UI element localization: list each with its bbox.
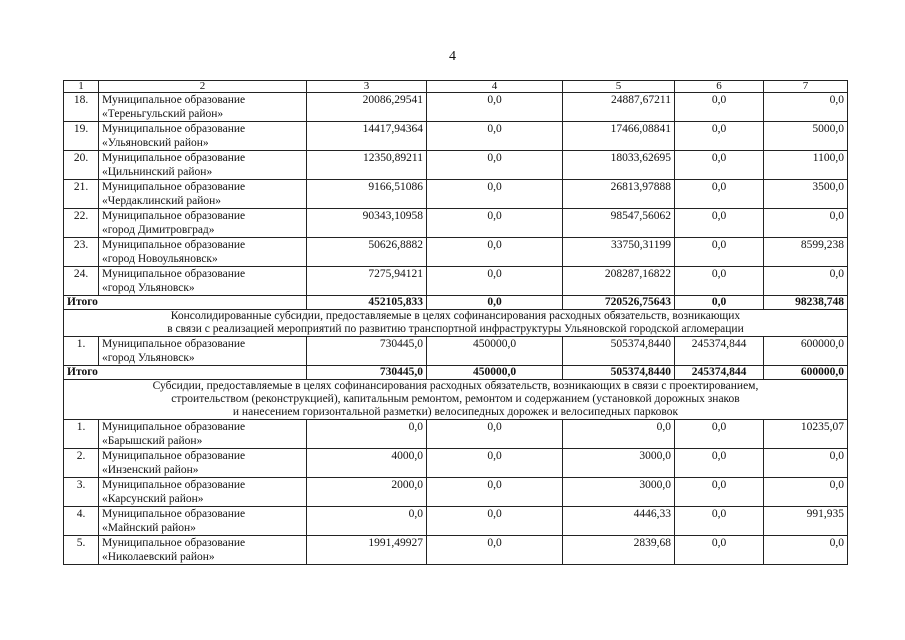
value-col-7: 991,935 [764,507,848,536]
municipality-name [99,238,307,267]
table-row [64,122,848,151]
value-col-7: 1100,0 [764,151,848,180]
value-col-6: 0,0 [675,151,764,180]
municipality-name [99,449,307,478]
table-row [64,507,848,536]
table-row [64,209,848,238]
column-header: 2 [99,81,307,93]
value-col-6: 0,0 [675,267,764,296]
table-row [64,337,848,366]
municipality-title: «Карсунский район» [102,493,204,505]
row-number: 19. [64,122,99,151]
value-col-7: 3500,0 [764,180,848,209]
value-col-5: 2839,68 [563,536,675,565]
municipality-type: Муниципальное образование [102,123,246,135]
column-header: 1 [64,81,99,93]
table-row [64,267,848,296]
municipality-type: Муниципальное образование [102,239,246,251]
municipality-type: Муниципальное образование [102,210,246,222]
total-col-7: 98238,748 [764,296,848,310]
row-number: 18. [64,93,99,122]
value-col-7: 10235,07 [764,420,848,449]
table-row [64,238,848,267]
value-col-4: 0,0 [427,238,563,267]
value-col-3: 14417,94364 [307,122,427,151]
value-col-7: 0,0 [764,209,848,238]
section-heading-line: в связи с реализацией мероприятий по развитию транспортной инфраструктуры Ульяновской городской агломерации [167,323,744,335]
value-col-5: 26813,97888 [563,180,675,209]
value-col-5: 17466,08841 [563,122,675,151]
value-col-3: 4000,0 [307,449,427,478]
municipality-name [99,180,307,209]
value-col-7: 5000,0 [764,122,848,151]
table-row [64,151,848,180]
total-row [64,296,848,310]
municipality-name [99,209,307,238]
value-col-4: 0,0 [427,151,563,180]
total-col-3: 730445,0 [307,366,427,380]
section-heading [64,310,848,337]
total-row [64,366,848,380]
subsidy-table [63,80,848,565]
value-col-7: 0,0 [764,478,848,507]
row-number: 1. [64,337,99,366]
value-col-6: 0,0 [675,180,764,209]
municipality-type: Муниципальное образование [102,479,246,491]
municipality-title: «Цильнинский район» [102,166,213,178]
row-number: 5. [64,536,99,565]
value-col-5: 3000,0 [563,449,675,478]
value-col-6: 0,0 [675,122,764,151]
row-number: 23. [64,238,99,267]
value-col-4: 450000,0 [427,337,563,366]
value-col-5: 24887,67211 [563,93,675,122]
municipality-type: Муниципальное образование [102,268,246,280]
municipality-title: «Инзенский район» [102,464,199,476]
municipality-name [99,337,307,366]
value-col-7: 0,0 [764,536,848,565]
value-col-5: 18033,62695 [563,151,675,180]
municipality-name [99,420,307,449]
total-col-4: 0,0 [427,296,563,310]
municipality-title: «город Димитровград» [102,224,215,236]
value-col-7: 600000,0 [764,337,848,366]
municipality-type: Муниципальное образование [102,338,246,350]
municipality-type: Муниципальное образование [102,537,246,549]
value-col-6: 0,0 [675,420,764,449]
municipality-title: «Ульяновский район» [102,137,209,149]
value-col-3: 90343,10958 [307,209,427,238]
table-row [64,420,848,449]
value-col-3: 730445,0 [307,337,427,366]
table-row [64,536,848,565]
row-number: 4. [64,507,99,536]
municipality-title: «Майнский район» [102,522,196,534]
total-col-5: 505374,8440 [563,366,675,380]
value-col-4: 0,0 [427,93,563,122]
municipality-title: «город Ульяновск» [102,282,195,294]
section-heading-line: и нанесением горизонтальной разметки) велосипедных дорожек и велосипедных парковок [232,406,679,418]
total-col-4: 450000,0 [427,366,563,380]
total-col-3: 452105,833 [307,296,427,310]
section-heading-row [64,310,848,337]
value-col-7: 0,0 [764,449,848,478]
municipality-type: Муниципальное образование [102,181,246,193]
value-col-6: 0,0 [675,93,764,122]
row-number: 20. [64,151,99,180]
municipality-title: «город Новоульяновск» [102,253,218,265]
value-col-3: 12350,89211 [307,151,427,180]
value-col-4: 0,0 [427,536,563,565]
value-col-5: 98547,56062 [563,209,675,238]
section-heading-line: Субсидии, предоставляемые в целях софинансирования расходных обязательств, возникающих в связи с проектированием, [152,380,759,392]
municipality-type: Муниципальное образование [102,508,246,520]
header-row [64,81,848,93]
municipality-title: «Тереньгульский район» [102,108,224,120]
municipality-type: Муниципальное образование [102,152,246,164]
municipality-name [99,93,307,122]
municipality-type: Муниципальное образование [102,94,246,106]
value-col-3: 7275,94121 [307,267,427,296]
row-number: 3. [64,478,99,507]
value-col-3: 20086,29541 [307,93,427,122]
value-col-6: 0,0 [675,536,764,565]
value-col-3: 0,0 [307,507,427,536]
value-col-3: 50626,8882 [307,238,427,267]
total-col-7: 600000,0 [764,366,848,380]
value-col-4: 0,0 [427,122,563,151]
table-row [64,93,848,122]
value-col-7: 0,0 [764,93,848,122]
column-header: 4 [427,81,563,93]
municipality-name [99,507,307,536]
section-heading-row [64,380,848,420]
total-col-6: 245374,844 [675,366,764,380]
value-col-7: 8599,238 [764,238,848,267]
value-col-4: 0,0 [427,420,563,449]
value-col-5: 3000,0 [563,478,675,507]
row-number: 21. [64,180,99,209]
value-col-6: 0,0 [675,507,764,536]
total-col-6: 0,0 [675,296,764,310]
value-col-6: 0,0 [675,238,764,267]
value-col-5: 0,0 [563,420,675,449]
value-col-6: 0,0 [675,209,764,238]
municipality-name [99,267,307,296]
row-number: 2. [64,449,99,478]
value-col-6: 0,0 [675,478,764,507]
value-col-6: 0,0 [675,449,764,478]
value-col-6: 245374,844 [675,337,764,366]
value-col-4: 0,0 [427,507,563,536]
table-row [64,478,848,507]
value-col-3: 2000,0 [307,478,427,507]
municipality-name [99,151,307,180]
table-body [64,81,848,565]
value-col-5: 4446,33 [563,507,675,536]
municipality-title: «Чердаклинский район» [102,195,222,207]
column-header: 3 [307,81,427,93]
value-col-4: 0,0 [427,180,563,209]
row-number: 22. [64,209,99,238]
section-heading-line: строительством (реконструкцией), капитальным ремонтом, ремонтом и содержанием (установкой дорожных знаков [171,393,740,405]
municipality-title: «Барышский район» [102,435,203,447]
total-label: Итого [64,296,307,310]
municipality-title: «город Ульяновск» [102,352,195,364]
value-col-4: 0,0 [427,478,563,507]
municipality-type: Муниципальное образование [102,421,246,433]
municipality-type: Муниципальное образование [102,450,246,462]
value-col-4: 0,0 [427,449,563,478]
value-col-5: 33750,31199 [563,238,675,267]
value-col-4: 0,0 [427,267,563,296]
value-col-4: 0,0 [427,209,563,238]
municipality-name [99,536,307,565]
municipality-title: «Николаевский район» [102,551,215,563]
total-label: Итого [64,366,307,380]
value-col-7: 0,0 [764,267,848,296]
row-number: 1. [64,420,99,449]
table-row [64,449,848,478]
value-col-3: 1991,49927 [307,536,427,565]
value-col-5: 505374,8440 [563,337,675,366]
page-number: 4 [449,49,456,64]
value-col-5: 208287,16822 [563,267,675,296]
section-heading [64,380,848,420]
municipality-name [99,122,307,151]
row-number: 24. [64,267,99,296]
column-header: 6 [675,81,764,93]
column-header: 7 [764,81,848,93]
section-heading-line: Консолидированные субсидии, предоставляемые в целях софинансирования расходных обязательств, возникающих [170,310,741,322]
value-col-3: 9166,51086 [307,180,427,209]
municipality-name [99,478,307,507]
column-header: 5 [563,81,675,93]
total-col-5: 720526,75643 [563,296,675,310]
value-col-3: 0,0 [307,420,427,449]
table-row [64,180,848,209]
